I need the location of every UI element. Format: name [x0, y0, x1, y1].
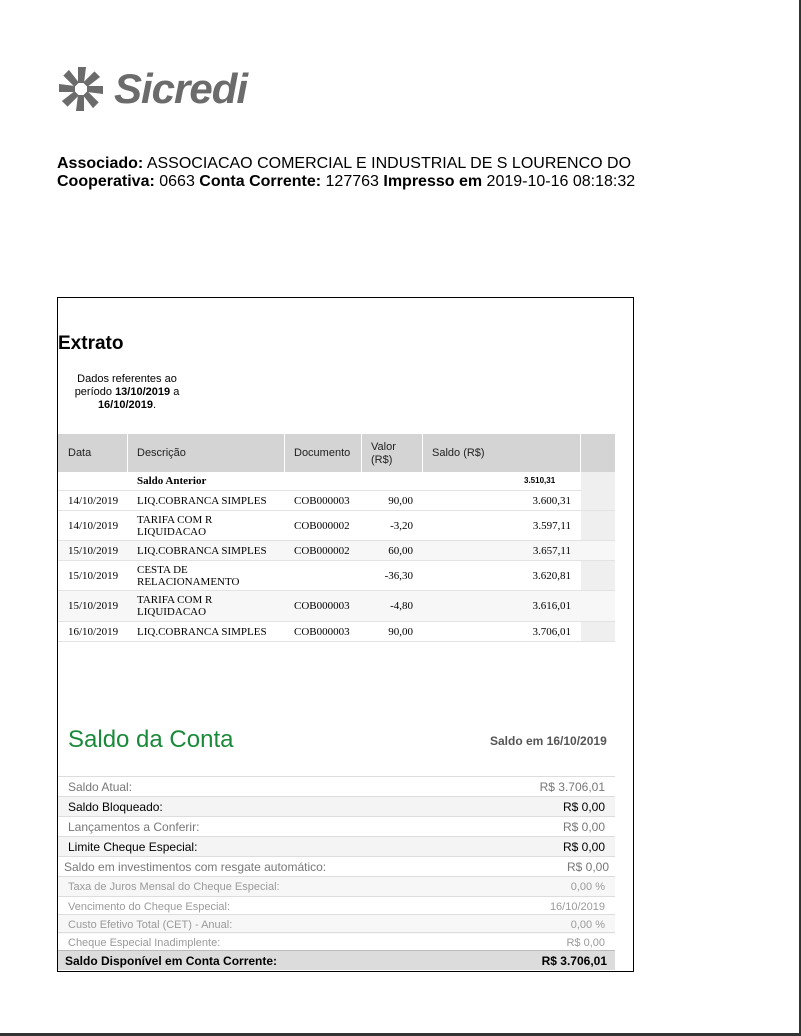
- associado-label: Associado:: [57, 155, 144, 172]
- balance-row-lancamentos: [58, 816, 615, 836]
- sicredi-emblem-icon: [56, 64, 106, 114]
- row-saldo: 3.657,11: [532, 544, 571, 557]
- row-valor: -4,80: [390, 600, 413, 612]
- balance-label: Limite Cheque Especial:: [68, 840, 198, 854]
- row-saldo: 3.706,01: [532, 625, 571, 638]
- row-valor: -3,20: [390, 519, 413, 532]
- balance-value: R$ 0,00: [562, 840, 605, 854]
- balance-label: Custo Efetivo Total (CET) - Anual:: [68, 919, 233, 931]
- row-descricao: TARIFA COM R LIQUIDACAO: [137, 594, 213, 618]
- balance-value: 0,00 %: [570, 919, 605, 931]
- period-prefix: Dados referentes ao período: [74, 373, 177, 398]
- row-descricao: LIQ.COBRANCA SIMPLES: [137, 494, 267, 507]
- header-valor: Valor (R$): [371, 441, 396, 466]
- saldo-anterior-label: Saldo Anterior: [137, 475, 207, 487]
- balance-value: R$ 0,00: [562, 800, 605, 814]
- associado-value: ASSOCIACAO COMERCIAL E INDUSTRIAL DE S LOURENCO DO: [146, 155, 632, 172]
- table-row: [58, 491, 615, 511]
- logo-text: Sicredi: [114, 65, 248, 112]
- period-mid: a: [173, 386, 180, 398]
- row-saldo: 3.597,11: [532, 519, 571, 532]
- row-data: 16/10/2019: [68, 625, 119, 638]
- table-row: [58, 511, 615, 541]
- saldo-title: Saldo da Conta: [68, 726, 234, 753]
- table-row: [58, 622, 615, 642]
- row-data: 14/10/2019: [68, 494, 119, 507]
- balance-label: Saldo Atual:: [68, 780, 133, 794]
- row-documento: COB000003: [294, 600, 350, 612]
- row-data: 15/10/2019: [68, 600, 119, 612]
- cooperativa-label: Cooperativa:: [57, 173, 155, 190]
- balance-row-inadimplente: [58, 932, 615, 952]
- balance-value: 16/10/2019: [549, 901, 605, 913]
- balance-label: Taxa de Juros Mensal do Cheque Especial:: [68, 881, 280, 893]
- balance-value: 0,00 %: [570, 881, 605, 893]
- balance-value: R$ 3.706,01: [539, 780, 605, 794]
- statement-table-header: [58, 434, 615, 472]
- balance-label: Saldo em investimentos com resgate automático:: [64, 860, 327, 874]
- row-descricao: LIQ.COBRANCA SIMPLES: [137, 544, 267, 557]
- row-valor: 90,00: [388, 494, 413, 507]
- total-value: R$ 3.706,01: [541, 954, 607, 968]
- saldo-anterior-row: [58, 472, 615, 491]
- balance-row-investimentos: [58, 856, 615, 876]
- balance-row-vencimento: [58, 896, 615, 916]
- header-documento: Documento: [294, 447, 351, 459]
- period-end: 16/10/2019: [97, 399, 153, 411]
- row-documento: COB000003: [294, 625, 350, 638]
- conta-label: Conta Corrente:: [199, 173, 322, 190]
- row-data: 15/10/2019: [68, 569, 119, 582]
- balance-row-taxa-juros: [58, 876, 615, 896]
- balance-label: Vencimento do Cheque Especial:: [68, 901, 231, 913]
- row-valor: 60,00: [388, 544, 413, 557]
- row-saldo: 3.616,01: [532, 600, 571, 612]
- balance-value: R$ 0,00: [566, 937, 605, 949]
- balance-row-cet: [58, 914, 615, 934]
- row-documento: COB000002: [294, 544, 350, 557]
- extrato-title: Extrato: [58, 333, 124, 354]
- balance-row-total: [58, 950, 615, 970]
- balance-row-saldo-bloqueado: [58, 796, 615, 816]
- impresso-label: Impresso em: [383, 173, 483, 190]
- row-descricao: TARIFA COM R LIQUIDACAO: [137, 513, 213, 538]
- saldo-date: Saldo em 16/10/2019: [490, 734, 607, 748]
- period-info: [62, 373, 192, 412]
- account-header: [57, 155, 635, 191]
- balance-value: R$ 0,00: [566, 860, 609, 874]
- row-valor: -36,30: [384, 569, 413, 582]
- account-line: [57, 173, 635, 191]
- row-descricao: LIQ.COBRANCA SIMPLES: [137, 625, 267, 638]
- table-row: [58, 591, 615, 622]
- row-valor: 90,00: [388, 625, 413, 638]
- row-documento: COB000003: [294, 494, 350, 507]
- row-saldo: 3.600,31: [532, 494, 571, 507]
- saldo-anterior-value: 3.510,31: [524, 476, 556, 485]
- associado-line: [57, 155, 635, 173]
- period-start: 13/10/2019: [115, 386, 171, 398]
- header-data: Data: [68, 447, 92, 459]
- table-row: [58, 561, 615, 591]
- total-label: Saldo Disponível em Conta Corrente:: [65, 954, 278, 968]
- period-suffix: .: [153, 399, 157, 411]
- balance-value: R$ 0,00: [562, 820, 605, 834]
- impresso-value: 2019-10-16 08:18:32: [486, 173, 636, 190]
- row-data: 15/10/2019: [68, 544, 119, 557]
- balance-row-saldo-atual: [58, 776, 615, 796]
- header-descricao: Descrição: [137, 447, 186, 459]
- conta-value: 127763: [325, 173, 379, 190]
- cooperativa-value: 0663: [159, 173, 195, 190]
- row-documento: COB000002: [294, 519, 350, 532]
- row-saldo: 3.620,81: [532, 569, 571, 582]
- balance-label: Lançamentos a Conferir:: [68, 820, 200, 834]
- balance-row-limite: [58, 836, 615, 856]
- header-saldo: Saldo (R$): [432, 447, 485, 459]
- table-row: [58, 541, 615, 561]
- row-data: 14/10/2019: [68, 519, 119, 532]
- sicredi-logo: [56, 62, 247, 116]
- row-descricao: CESTA DE RELACIONAMENTO: [137, 563, 240, 588]
- balance-label: Cheque Especial Inadimplente:: [68, 937, 221, 949]
- balance-label: Saldo Bloqueado:: [68, 800, 163, 814]
